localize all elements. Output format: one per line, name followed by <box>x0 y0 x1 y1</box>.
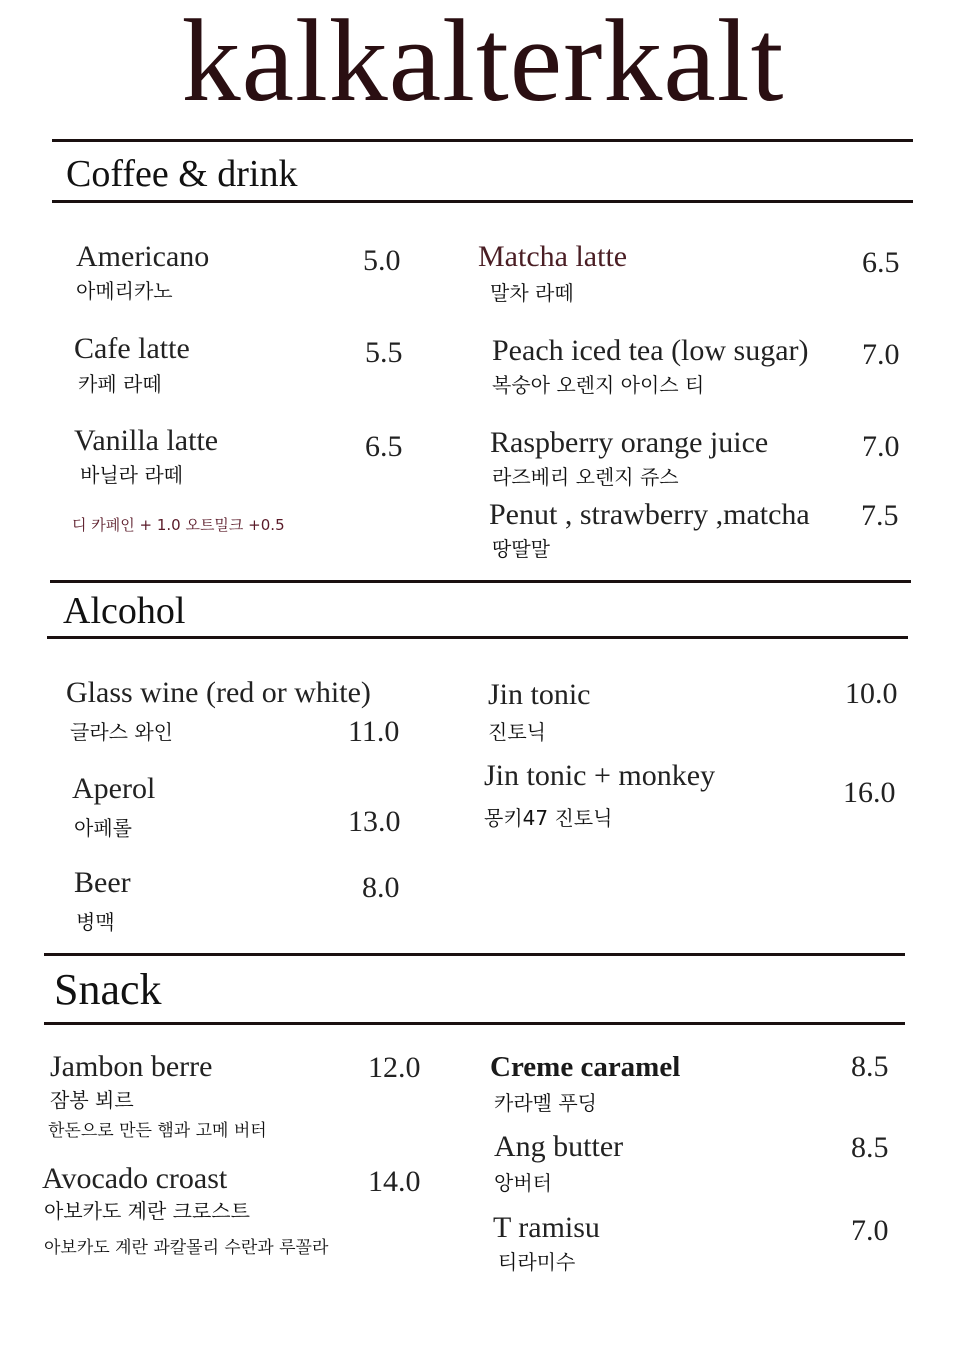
extras-note: 디 카페인 + 1.0 오트밀크 +0.5 <box>72 516 285 534</box>
item-name-korean: 잠봉 뵈르 <box>50 1088 134 1112</box>
item-price: 7.0 <box>862 338 900 371</box>
divider <box>50 580 911 583</box>
item-name: Americano <box>76 240 210 273</box>
item-name: Glass wine (red or white) <box>66 676 371 709</box>
item-price: 7.0 <box>851 1214 889 1247</box>
item-name: Avocado croast <box>42 1162 228 1195</box>
item-name: Peach iced tea (low sugar) <box>492 334 809 367</box>
item-name-korean: 아보카도 계란 크로스트 <box>44 1199 250 1223</box>
item-price: 5.5 <box>365 336 403 369</box>
item-price: 14.0 <box>368 1165 421 1198</box>
item-name: Raspberry orange juice <box>490 426 769 459</box>
item-name-korean: 말차 라떼 <box>490 281 574 305</box>
item-name-korean: 티라미수 <box>498 1250 576 1274</box>
item-name: Beer <box>74 866 131 899</box>
item-name: Aperol <box>72 772 156 805</box>
item-name: Jin tonic + monkey <box>484 759 716 792</box>
item-name-korean: 병맥 <box>76 910 115 934</box>
item-name-korean: 땅딸말 <box>492 537 550 561</box>
item-price: 7.5 <box>861 499 899 532</box>
item-price: 7.0 <box>862 430 900 463</box>
item-name: Jin tonic <box>488 678 591 711</box>
divider <box>52 139 913 142</box>
item-price: 6.5 <box>862 246 900 279</box>
item-name-korean: 카라멜 푸딩 <box>494 1091 597 1115</box>
divider <box>44 953 905 956</box>
section-title-snack: Snack <box>54 965 162 1014</box>
item-name-korean: 바닐라 라떼 <box>80 463 183 487</box>
item-name: Vanilla latte <box>74 424 219 457</box>
item-price: 6.5 <box>365 430 403 463</box>
item-name-korean: 앙버터 <box>494 1171 552 1195</box>
brand-title: kalkalterkalt <box>181 0 785 126</box>
item-description: 아보카도 계란 과칼몰리 수란과 루꼴라 <box>44 1238 329 1258</box>
item-name: T ramisu <box>493 1211 600 1244</box>
item-name-korean: 글라스 와인 <box>70 720 173 744</box>
item-name-korean: 카페 라떼 <box>78 372 162 396</box>
section-title-coffee: Coffee & drink <box>66 153 298 195</box>
item-name: Ang butter <box>494 1130 624 1163</box>
item-name: Jambon berre <box>50 1050 213 1083</box>
item-price: 8.5 <box>851 1050 889 1083</box>
item-name: Matcha latte <box>478 240 628 273</box>
item-name: Cafe latte <box>74 332 190 365</box>
item-price: 11.0 <box>348 715 400 748</box>
item-name-korean: 진토닉 <box>488 720 546 744</box>
item-price: 8.0 <box>362 871 400 904</box>
item-name-korean: 아메리카노 <box>76 279 173 303</box>
item-price: 13.0 <box>348 805 401 838</box>
item-name: Penut , strawberry ,matcha <box>489 498 810 531</box>
section-title-alcohol: Alcohol <box>63 590 186 632</box>
divider <box>44 1022 905 1025</box>
item-name-korean: 라즈베리 오렌지 쥬스 <box>492 465 679 489</box>
item-name: Creme caramel <box>490 1051 681 1083</box>
item-description: 한돈으로 만든 햄과 고메 버터 <box>48 1121 267 1141</box>
item-price: 5.0 <box>363 244 401 277</box>
divider <box>47 636 908 639</box>
item-price: 8.5 <box>851 1131 889 1164</box>
item-price: 16.0 <box>843 776 896 809</box>
divider <box>52 200 913 203</box>
item-price: 12.0 <box>368 1051 421 1084</box>
item-name-korean: 몽키47 진토닉 <box>484 806 613 830</box>
item-price: 10.0 <box>845 677 898 710</box>
item-name-korean: 복숭아 오렌지 아이스 티 <box>492 373 705 397</box>
item-name-korean: 아페롤 <box>74 816 132 840</box>
